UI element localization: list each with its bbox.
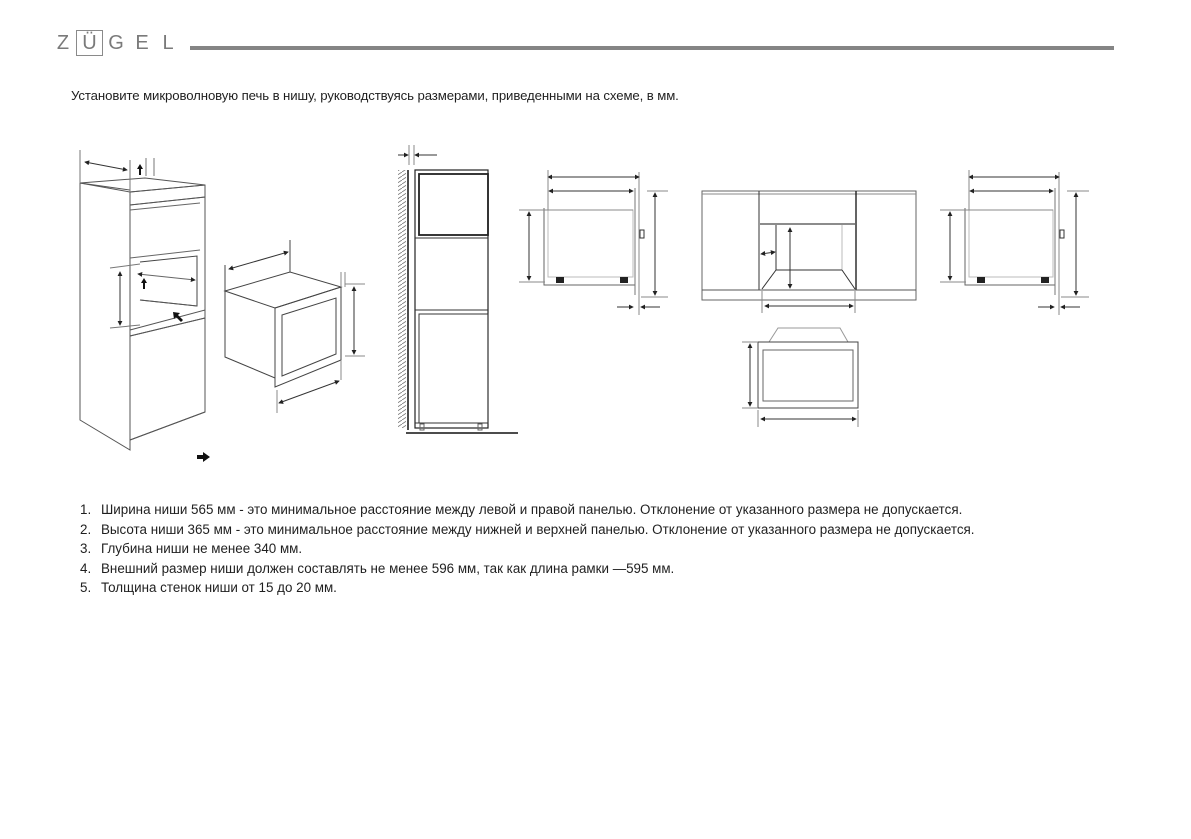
niche-front-diagram [702, 191, 916, 313]
header-divider [190, 46, 1114, 50]
page-header [50, 30, 1120, 56]
niche-side-section-1 [519, 170, 668, 315]
logo-letter: Z [56, 32, 70, 54]
logo-letter-boxed: Ü [76, 30, 103, 56]
note-item: 2. Высота ниши 365 мм - это минимальное расстояние между нижней и верхней панелью. Отклонение от указанного размера не допускается. [80, 521, 975, 537]
note-text: Глубина ниши не менее 340 мм. [101, 541, 303, 557]
note-item: 4. Внешний размер ниши должен составлять не менее 596 мм, так как длина рамки —595 мм. [80, 560, 675, 576]
logo-letter: L [162, 32, 174, 54]
note-text: Внешний размер ниши должен составлять не менее 596 мм, так как длина рамки —595 мм. [101, 560, 675, 576]
note-item: 3. Глубина ниши не менее 340 мм. [80, 541, 303, 557]
brand-logo [50, 30, 181, 56]
logo-letter: G [108, 32, 124, 54]
note-item: 1. Ширина ниши 565 мм - это минимальное расстояние между левой и правой панелью. Отклонение от указанного размера не допускается. [80, 502, 963, 517]
niche-side-section-2 [940, 170, 1089, 315]
intro-text: Установите микроволновую печь в нишу, руководствуясь размерами, приведенными на схеме, в мм. [71, 88, 679, 103]
logo-letter: E [135, 32, 149, 54]
note-item: 5. Толщина стенок ниши от 15 до 20 мм. [80, 580, 337, 596]
microwave-isometric-diagram [225, 240, 365, 413]
installation-notes-list [80, 500, 975, 598]
installation-diagrams [60, 140, 1120, 470]
microwave-front-diagram [742, 328, 858, 427]
cabinet-side-diagram [398, 145, 518, 433]
note-text: Толщина стенок ниши от 15 до 20 мм. [101, 580, 337, 596]
note-text: Ширина ниши 565 мм - это минимальное расстояние между левой и правой панелью. Отклонение от указанного размера не допускается. [101, 502, 963, 517]
cabinet-isometric-diagram [80, 150, 210, 462]
note-text: Высота ниши 365 мм - это минимальное расстояние между нижней и верхней панелью. Отклонение от указанного размера не допускается. [101, 521, 975, 537]
